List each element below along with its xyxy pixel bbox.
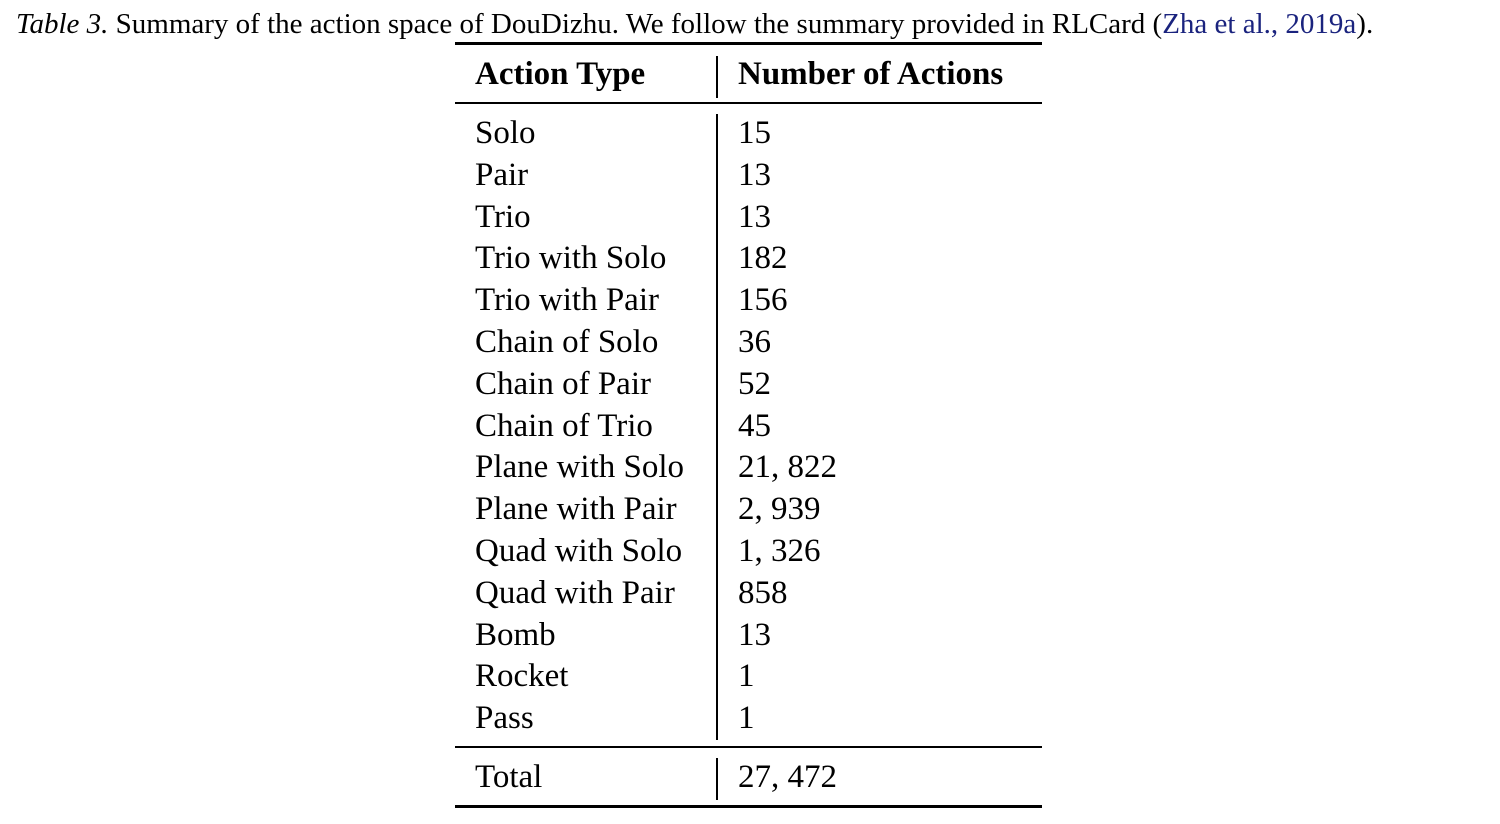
- action-type-cell: Chain of Trio: [475, 407, 653, 444]
- action-count-cell: 15: [738, 115, 771, 151]
- action-type-cell: Quad with Solo: [475, 532, 683, 569]
- bottom-rule: [455, 805, 1042, 808]
- table-row: [455, 572, 1042, 614]
- table-body: [455, 112, 1042, 739]
- table-row: [455, 655, 1042, 697]
- action-count-cell: 45: [738, 407, 771, 444]
- action-count-cell: 156: [738, 282, 788, 319]
- caption-text: Summary of the action space of DouDizhu. We follow the summary provided in RLCard (: [108, 8, 1163, 40]
- action-type-cell: Bomb: [475, 616, 556, 653]
- action-type-cell: Chain of Solo: [475, 323, 659, 360]
- table-caption: [16, 4, 1494, 44]
- table-row: [455, 697, 1042, 739]
- total-row: [455, 756, 1042, 798]
- top-rule: [455, 42, 1042, 45]
- action-type-cell: Trio with Solo: [475, 240, 667, 277]
- action-type-cell: Plane with Pair: [475, 491, 677, 528]
- caption-end: ).: [1356, 8, 1374, 40]
- table-row: [455, 112, 1042, 154]
- action-type-cell: Pass: [475, 700, 534, 737]
- action-count-cell: 13: [738, 156, 771, 193]
- caption-label: Table 3.: [16, 8, 109, 40]
- table-row: [455, 488, 1042, 530]
- action-count-cell: 858: [738, 574, 788, 611]
- table-row: [455, 196, 1042, 238]
- action-count-cell: 182: [738, 240, 788, 277]
- action-type-cell: Pair: [475, 156, 529, 193]
- action-type-cell: Plane with Solo: [475, 449, 685, 486]
- action-count-cell: 13: [738, 616, 771, 653]
- action-type-cell: Chain of Pair: [475, 365, 651, 402]
- table-row: [455, 154, 1042, 196]
- total-count: 27, 472: [738, 759, 837, 795]
- action-type-cell: Trio with Pair: [475, 282, 659, 319]
- table-row: [455, 530, 1042, 572]
- table-row: [455, 279, 1042, 321]
- table-row: [455, 446, 1042, 488]
- action-count-cell: 2, 939: [738, 491, 821, 528]
- table-row: [455, 614, 1042, 656]
- table-row: [455, 321, 1042, 363]
- column-divider-header: [716, 56, 718, 98]
- table-row: [455, 405, 1042, 447]
- action-type-cell: Rocket: [475, 658, 569, 695]
- header-action-type: Action Type: [475, 56, 646, 92]
- action-count-cell: 36: [738, 323, 771, 360]
- action-count-cell: 1: [738, 658, 755, 695]
- action-type-cell: Quad with Pair: [475, 574, 675, 611]
- header-number-of-actions: Number of Actions: [738, 56, 1004, 92]
- action-type-cell: Trio: [475, 198, 531, 235]
- action-count-cell: 1: [738, 700, 755, 737]
- total-rule: [455, 746, 1042, 748]
- total-label: Total: [475, 759, 543, 795]
- citation-link[interactable]: Zha et al., 2019a: [1162, 8, 1357, 40]
- table-row: [455, 237, 1042, 279]
- header-rule: [455, 102, 1042, 104]
- action-count-cell: 21, 822: [738, 449, 837, 486]
- action-type-cell: Solo: [475, 115, 536, 151]
- action-count-cell: 52: [738, 365, 771, 402]
- table-row: [455, 363, 1042, 405]
- action-count-cell: 13: [738, 198, 771, 235]
- action-count-cell: 1, 326: [738, 532, 821, 569]
